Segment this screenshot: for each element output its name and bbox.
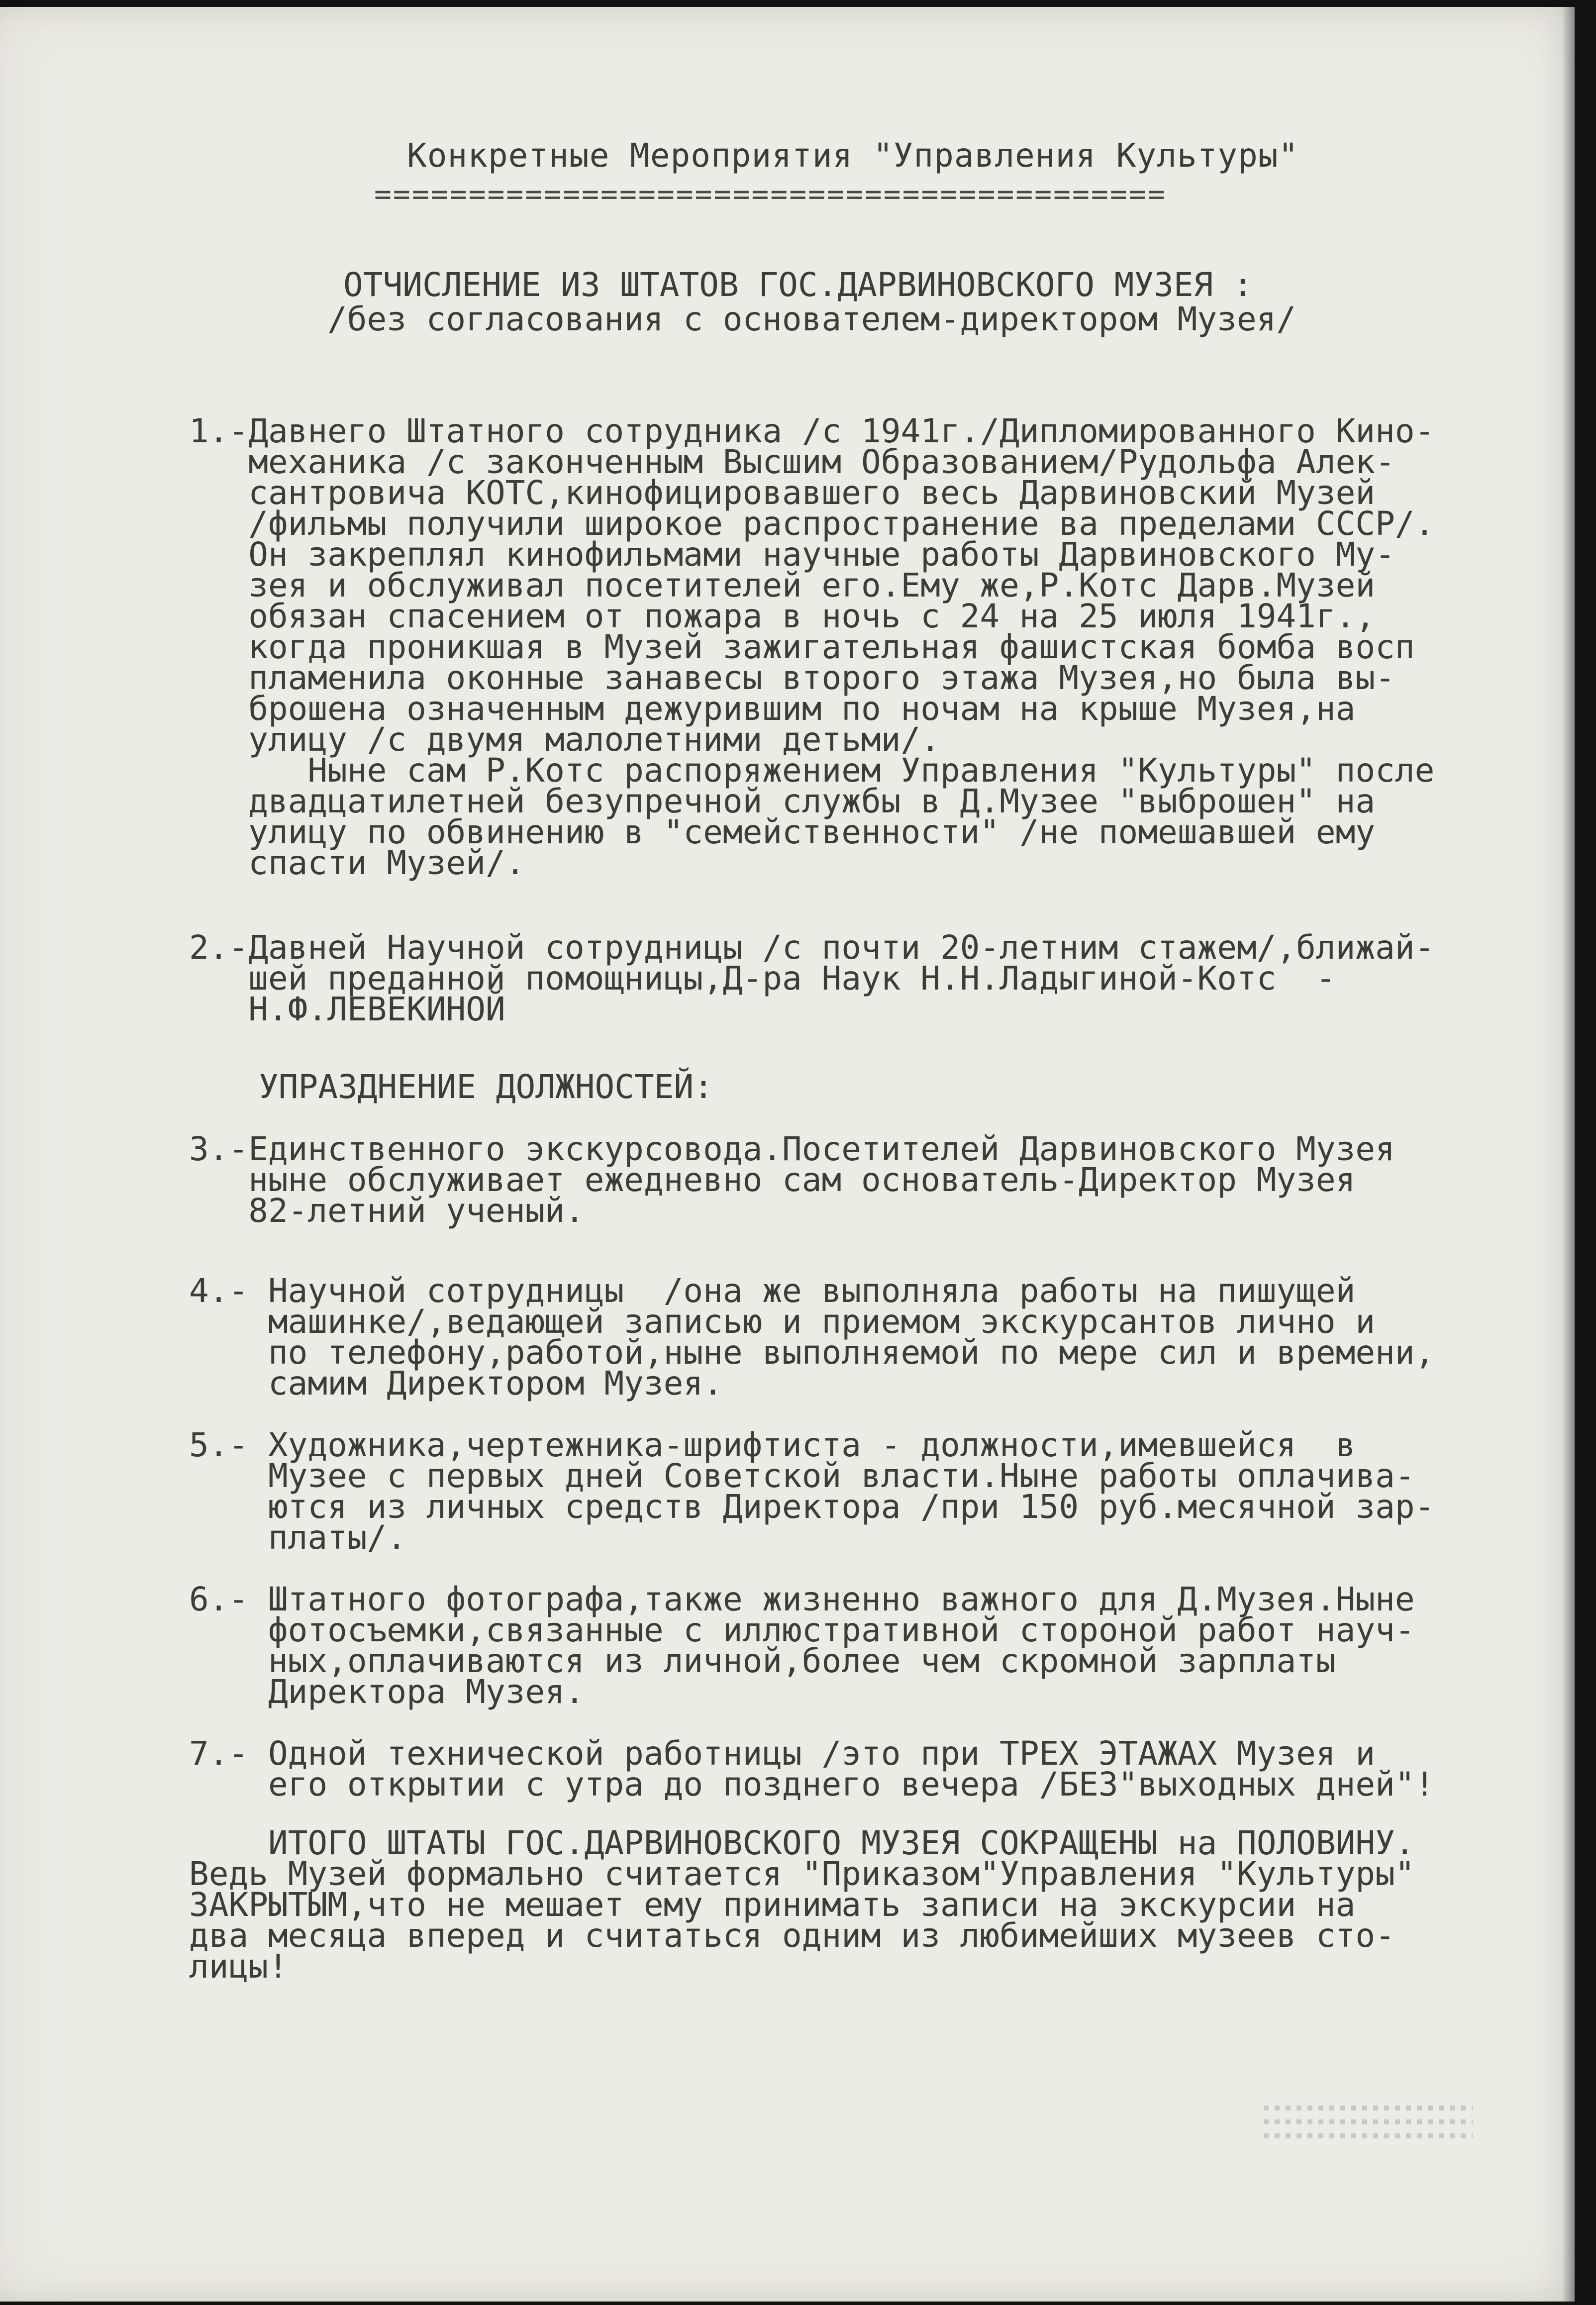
paragraph-8: ИТОГО ШТАТЫ ГОС.ДАРВИНОВСКОГО МУЗЕЯ СОКРАЩЕНЫ на ПОЛОВИНУ. Ведь Музей формально считается "Приказом"Управления "Культуры" ЗАКРЫТЫМ,что не мешает ему принимать записи на экскурсии на два месяца вперед и считаться одним из любимейших музеев сто- лицы! [189, 1824, 1415, 1986]
paragraph-2: 2.-Давней Научной сотрудницы /с почти 20-летним стажем/,ближай- шей преданной помощницы,Д-ра Наук Н.Н.Ладыгиной-Котс - Н.Ф.ЛЕВЕКИНОЙ [189, 928, 1435, 1028]
faint-stamp-mark [1264, 2097, 1473, 2176]
paragraph-5: 5.- Художника,чертежника-шрифтиста - должности,имевшейся в Музее с первых дней Советской власти.Ныне работы оплачива- ются из личных средств Директора /при 150 руб.месячной зар- платы/. [189, 1426, 1435, 1557]
paragraph-3: 3.-Единственного экскурсовода.Посетителей Дарвиновского Музея ныне обслуживает ежедневно сам основатель-Директор Музея 82-летний ученый. [189, 1130, 1395, 1230]
document-title: Конкретные Мероприятия "Управления Культуры" [407, 136, 1299, 175]
section-subheading: /без согласования с основателем-директором Музея/ [327, 300, 1297, 338]
page-edge-shadow [1562, 7, 1575, 2302]
paragraph-7: 7.- Одной технической работницы /это при ТРЕХ ЭТАЖАХ Музея и его открытии с утра до позднего вечера /БЕЗ"выходных дней"! [189, 1734, 1435, 1804]
paragraph-1: 1.-Давнего Штатного сотрудника /с 1941г./Дипломированного Кино- механика /с законченным Высшим Образованием/Рудольфа Алек- сантровича КОТС,кинофицировавшего весь Дарвиновский Музей /фильмы получили широкое распространение ва пределами СССР/. Он закреплял кинофильмами научные работы Дарвиновского Му- зея и обслуживал посетителей его.Ему же,Р.Котс Дарв.Музей обязан спасением от пожара в ночь с 24 на 25 июля 1941г., когда проникшая в Музей зажигательная фашистская бомба восп пламенила оконные занавесы второго этажа Музея,но была вы- брошена означенным дежурившим по ночам на крыше Музея,на улицу /с двумя малолетними детьми/. Ныне сам Р.Котс распоряжением Управления "Культуры" после двадцатилетней безупречной службы в Д.Музее "выброшен" на улицу по обвинению в "семейственности" /не помешавшей ему спасти Музей/. [189, 412, 1435, 882]
typewritten-page [0, 7, 1575, 2302]
paragraph-6: 6.- Штатного фотографа,также жизненно важного для Д.Музея.Ныне фотосъемки,связанные с иллюстративной стороной работ науч- ных,оплачиваются из личной,более чем скромной зарплаты Директора Музея. [189, 1580, 1415, 1711]
title-underline: ========================================== [374, 177, 1167, 211]
paragraph-4: 4.- Научной сотрудницы /она же выполняла работы на пишущей машинке/,ведающей записью и приемом экскурсантов лично и по телефону,работой,ныне выполняемой по мере сил и времени, самим Директором Музея. [189, 1272, 1435, 1403]
section-heading: ОТЧИСЛЕНИЕ ИЗ ШТАТОВ ГОС.ДАРВИНОВСКОГО МУЗЕЯ : [343, 266, 1253, 304]
section-heading-2: УПРАЗДНЕНИЕ ДОЛЖНОСТЕЙ: [259, 1068, 713, 1106]
